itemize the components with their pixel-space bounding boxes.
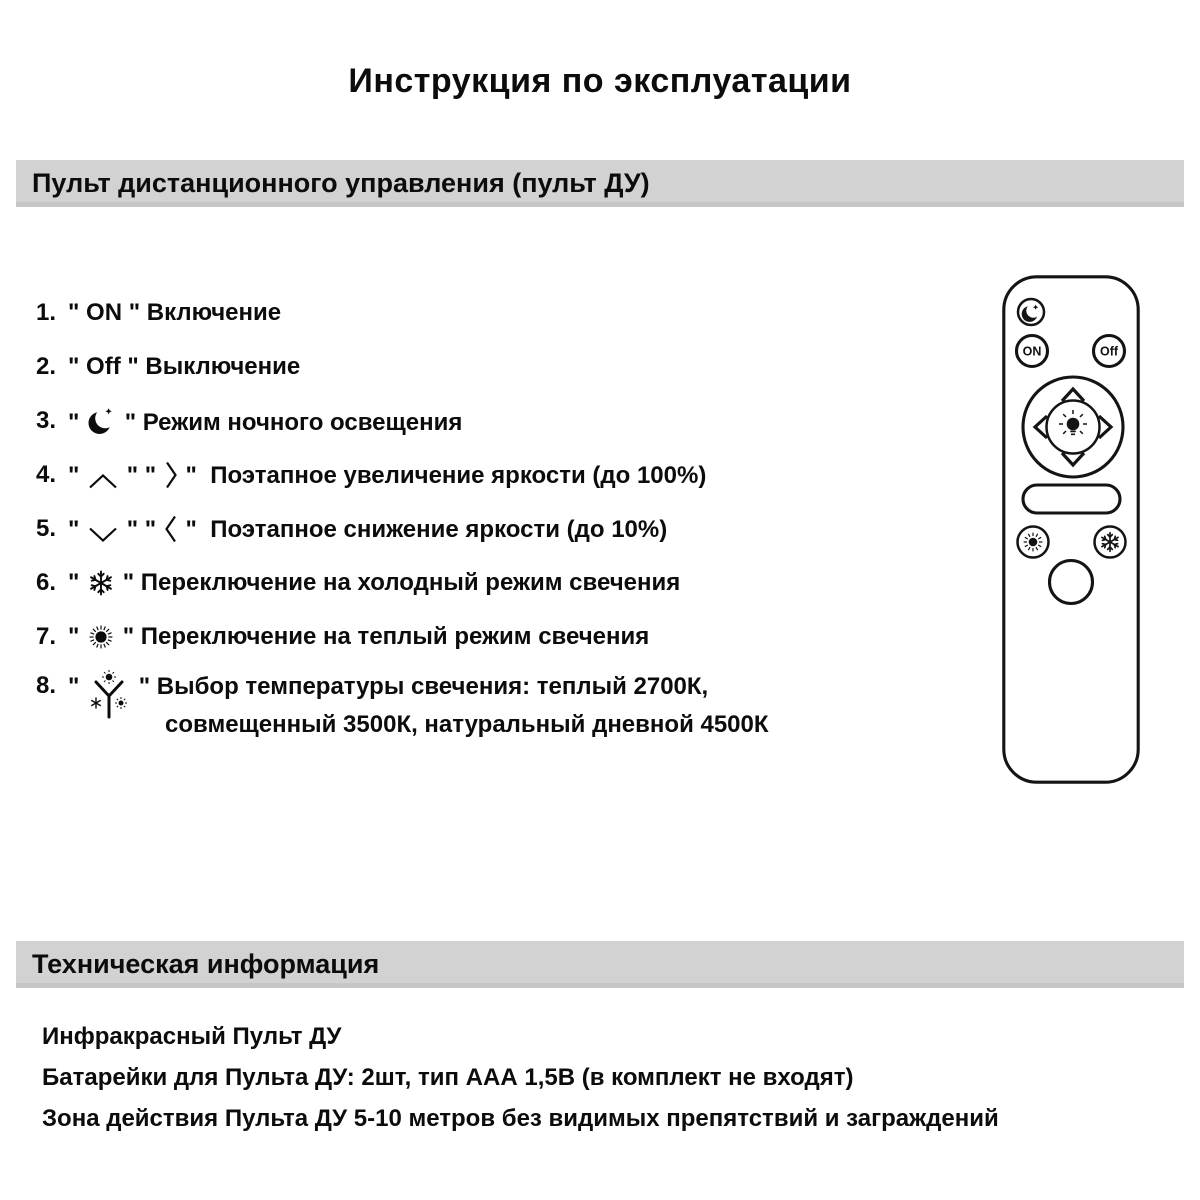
instruction-item xyxy=(36,394,936,448)
text-segment: " Выбор температуры свечения: теплый 2700К, xyxy=(132,673,709,700)
instruction-number: 1. xyxy=(36,299,57,326)
instruction-item xyxy=(36,286,936,340)
chevron-up-icon xyxy=(1062,389,1084,401)
instruction-item xyxy=(36,610,936,664)
cold-mode-button xyxy=(1095,527,1126,558)
tech-info-line: Зона действия Пульта ДУ 5-10 метров без видимых препятствий и заграждений xyxy=(42,1105,999,1132)
instruction-number: 8. xyxy=(36,672,57,699)
off-button-label: Off xyxy=(1099,344,1119,359)
instruction-item xyxy=(36,664,936,740)
text-segment: " " xyxy=(120,516,163,543)
text-segment: " xyxy=(68,462,87,489)
instruction-number: 4. xyxy=(36,461,57,488)
on-button xyxy=(1017,336,1048,367)
text-segment: " Поэтапное снижение яркости (до 10%) xyxy=(178,516,668,543)
night-mode-button xyxy=(1018,299,1044,325)
angle-left-icon xyxy=(163,513,179,545)
warm-mode-button xyxy=(1018,527,1049,558)
off-button xyxy=(1094,336,1125,367)
section-header-tech: Техническая информация xyxy=(16,941,1184,988)
text-segment: " xyxy=(68,673,87,700)
instruction-text xyxy=(68,404,462,438)
chevron-left-icon xyxy=(1035,416,1047,438)
light-bulb-icon xyxy=(1059,410,1087,435)
instruction-number: 2. xyxy=(36,353,57,380)
color-temperature-icon xyxy=(86,672,132,710)
chevron-right-icon xyxy=(1099,416,1111,438)
tech-info-line: Инфракрасный Пульт ДУ xyxy=(42,1023,342,1050)
instruction-text xyxy=(68,672,769,740)
text-segment: " xyxy=(68,516,87,543)
instruction-item xyxy=(36,502,936,556)
text-segment: " Переключение на холодный режим свечения xyxy=(116,569,681,596)
dpad xyxy=(1023,377,1123,477)
remote-control-diagram xyxy=(1002,275,1140,784)
text-segment: " Переключение на теплый режим свечения xyxy=(116,623,650,650)
instruction-text xyxy=(68,622,649,652)
text-segment: " Off " Выключение xyxy=(68,353,301,381)
angle-right-icon xyxy=(163,459,179,491)
instruction-number: 6. xyxy=(36,569,57,596)
instruction-text xyxy=(68,352,300,382)
chevron-down-icon xyxy=(86,515,120,545)
section-header-remote: Пульт дистанционного управления (пульт ДУ) xyxy=(16,160,1184,207)
on-button-label: ON xyxy=(1022,344,1042,359)
instruction-item xyxy=(36,448,936,502)
instruction-text xyxy=(68,298,281,328)
text-segment: " Режим ночного освещения xyxy=(118,409,463,436)
instruction-number: 3. xyxy=(36,407,57,434)
instruction-text xyxy=(68,568,680,598)
text-segment: " Поэтапное увеличение яркости (до 100%) xyxy=(178,462,707,489)
page-title: Инструкция по эксплуатации xyxy=(348,62,852,100)
text-segment: " xyxy=(68,623,87,650)
warm-light-icon xyxy=(86,622,116,652)
brightness-bar-button xyxy=(1023,485,1120,513)
text-segment: " xyxy=(68,569,87,596)
snowflake-icon xyxy=(86,568,116,598)
instruction-text xyxy=(68,459,706,491)
instruction-text xyxy=(68,513,667,545)
chevron-down-icon xyxy=(1062,453,1084,465)
text-segment: " " xyxy=(120,462,163,489)
text-segment: " xyxy=(68,409,87,436)
text-segment: " ON " Включение xyxy=(68,299,282,327)
instruction-text-line2: совмещенный 3500К, натуральный дневной 4500К xyxy=(165,711,769,738)
round-button xyxy=(1050,561,1093,604)
chevron-up-icon xyxy=(86,461,120,491)
instruction-item xyxy=(36,556,936,610)
snowflake-icon xyxy=(1101,533,1119,552)
instruction-item xyxy=(36,340,936,394)
moon-icon xyxy=(86,404,118,438)
instruction-number: 7. xyxy=(36,623,57,650)
instructions-list xyxy=(36,286,936,740)
instruction-number: 5. xyxy=(36,515,57,542)
tech-info-line: Батарейки для Пульта ДУ: 2шт, тип ААА 1,5В (в комплект не входят) xyxy=(42,1064,854,1091)
tech-info xyxy=(42,1016,999,1139)
